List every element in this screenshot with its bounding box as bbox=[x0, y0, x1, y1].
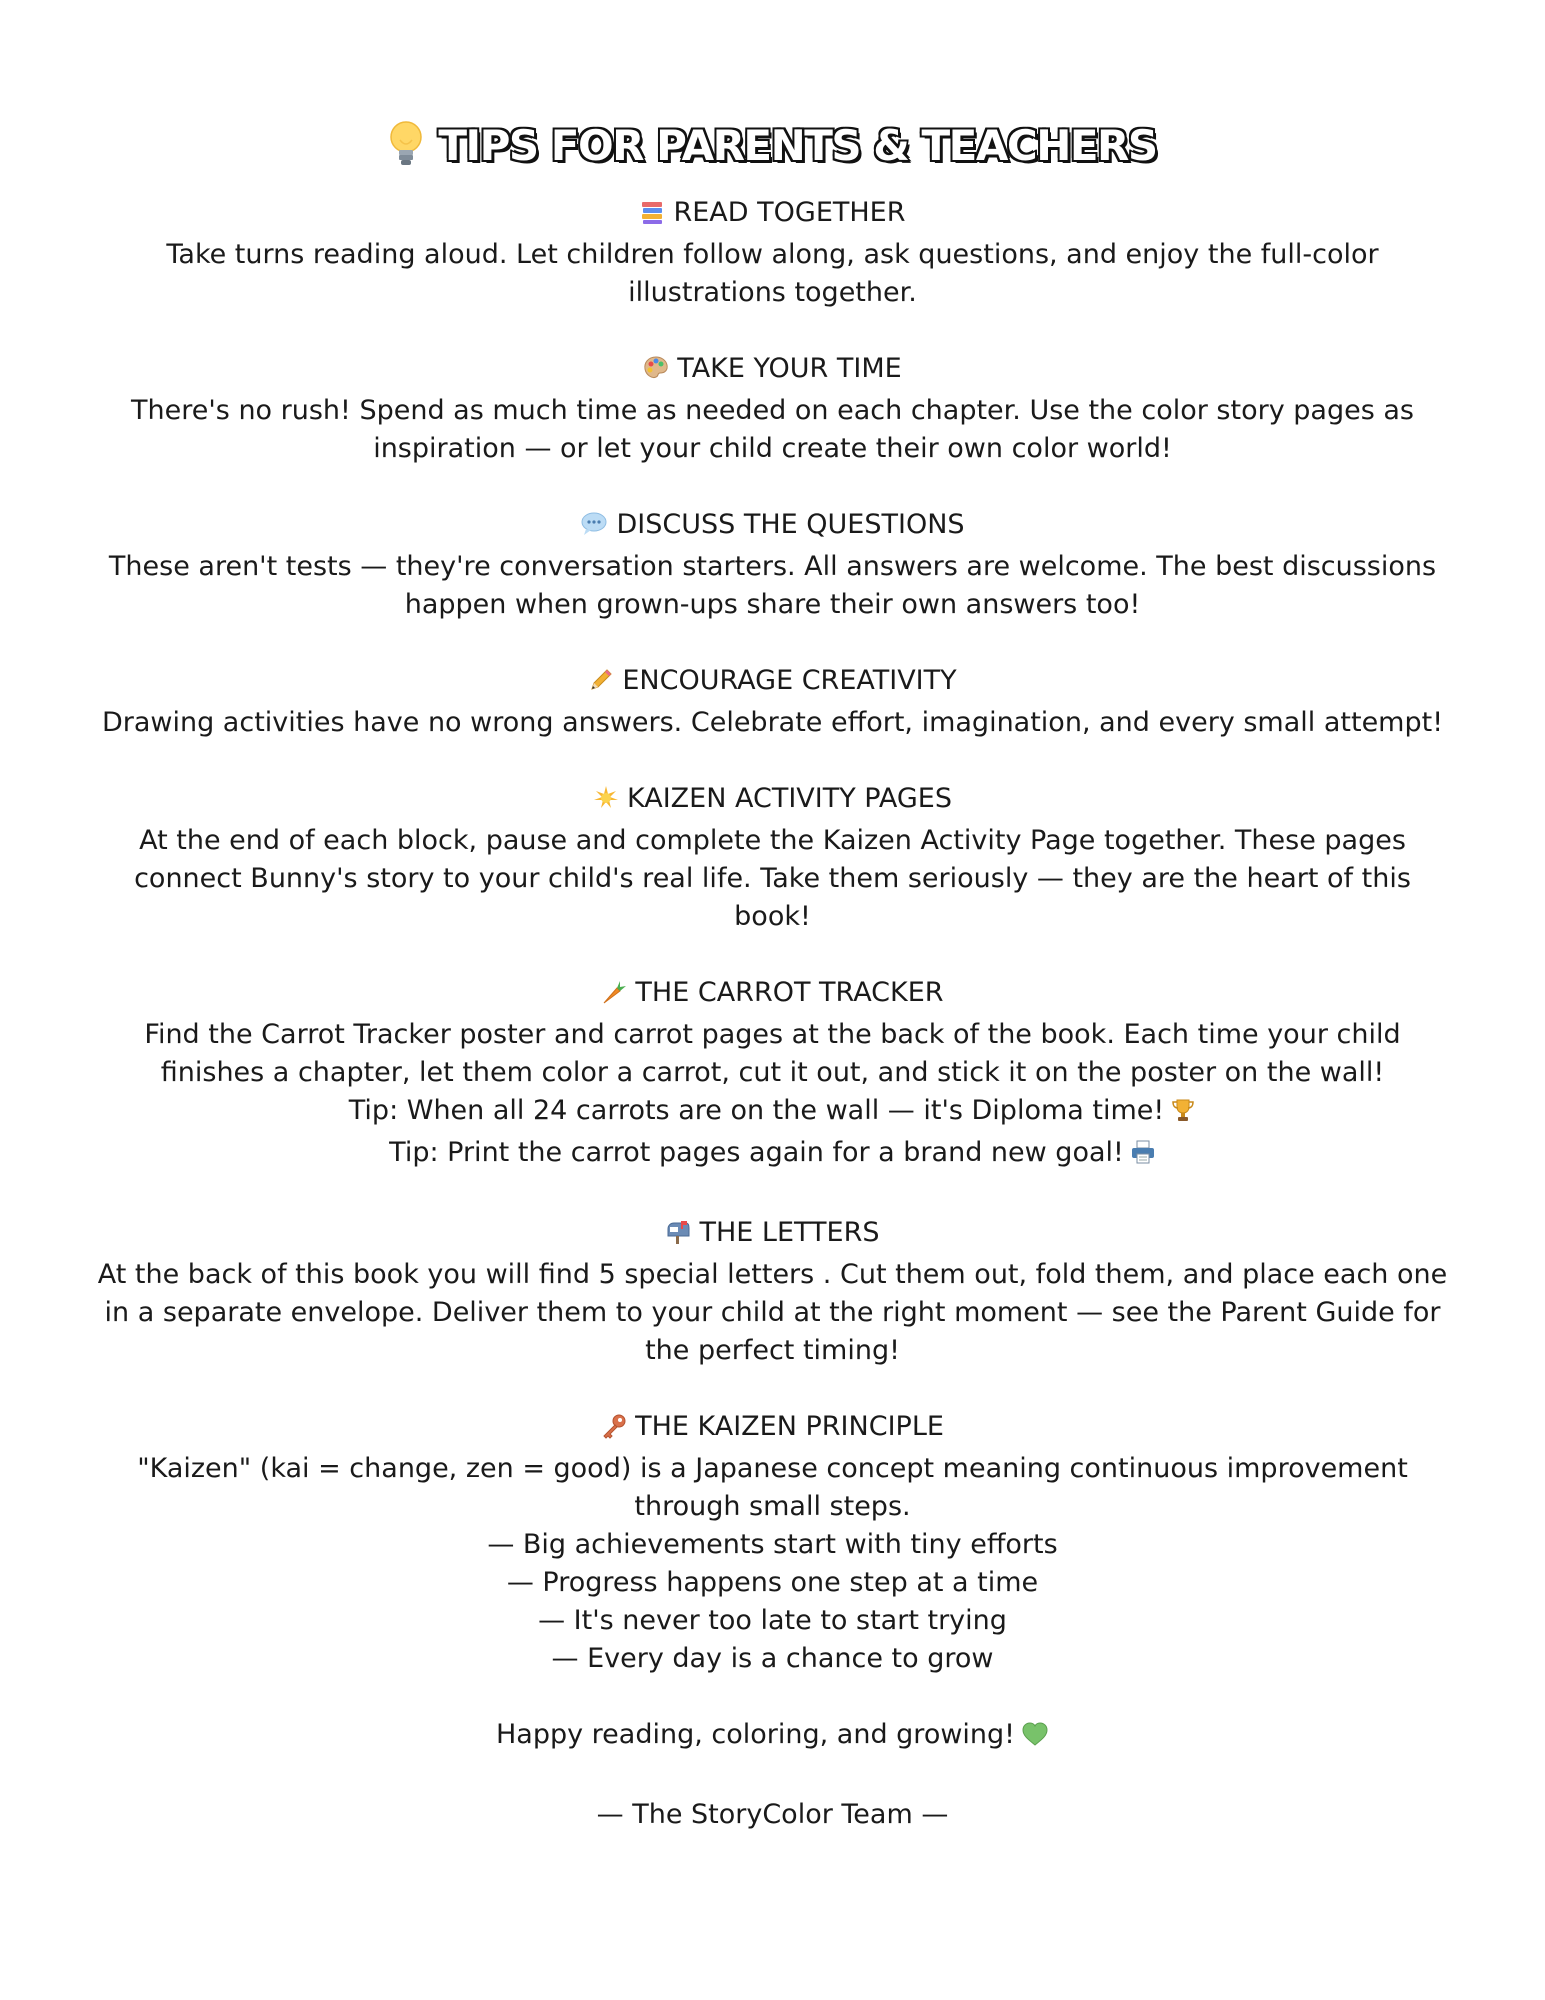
section-heading: TAKE YOUR TIME bbox=[95, 350, 1450, 392]
tip-line: Tip: When all 24 carrots are on the wall — it's Diploma time! bbox=[95, 1092, 1450, 1134]
bullet-line: — It's never too late to start trying bbox=[538, 1605, 1007, 1636]
section-heading: READ TOGETHER bbox=[95, 194, 1450, 236]
bullet-line: — Every day is a chance to grow bbox=[551, 1643, 994, 1674]
speech-bubble-icon bbox=[580, 510, 608, 548]
section-heading: THE LETTERS bbox=[95, 1214, 1450, 1256]
section-the-letters bbox=[95, 1214, 1450, 1370]
section-body: Find the Carrot Tracker poster and carrot pages at the back of the book. Each time your child finishes a chapter, let them color a carrot, cut it out, and stick it on the poster on the wall! bbox=[144, 1019, 1401, 1088]
signature: — The StoryColor Team — bbox=[596, 1799, 949, 1830]
books-icon bbox=[639, 198, 665, 236]
green-heart-icon bbox=[1021, 1720, 1049, 1758]
section-body: These aren't tests — they're conversation starters. All answers are welcome. The best discussions happen when grown-ups share their own answers too! bbox=[108, 551, 1437, 620]
pencil-icon bbox=[588, 666, 614, 704]
section-heading: DISCUSS THE QUESTIONS bbox=[95, 506, 1450, 548]
section-body: At the back of this book you will find 5 special letters . Cut them out, fold them, and place each one in a separate envelope. Deliver them to your child at the right moment — see the Parent Guide for the perfect timing! bbox=[97, 1259, 1448, 1366]
tip-line: Tip: Print the carrot pages again for a brand new goal! bbox=[95, 1134, 1450, 1176]
section-body: There's no rush! Spend as much time as needed on each chapter. Use the color story pages as inspiration — or let your child create their own color world! bbox=[131, 395, 1414, 464]
page-title: TIPS FOR PARENTS & TEACHERS bbox=[438, 121, 1157, 170]
key-icon bbox=[601, 1412, 627, 1450]
page-header bbox=[95, 110, 1450, 182]
section-take-your-time bbox=[95, 350, 1450, 468]
printer-icon bbox=[1130, 1138, 1156, 1176]
section-heading: KAIZEN ACTIVITY PAGES bbox=[95, 780, 1450, 822]
carrot-icon bbox=[601, 978, 627, 1016]
section-read-together bbox=[95, 194, 1450, 312]
section-body: Take turns reading aloud. Let children follow along, ask questions, and enjoy the full-color illustrations together. bbox=[166, 239, 1379, 308]
section-heading: THE KAIZEN PRINCIPLE bbox=[95, 1408, 1450, 1450]
trophy-icon bbox=[1170, 1096, 1196, 1134]
section-heading: THE CARROT TRACKER bbox=[95, 974, 1450, 1016]
section-encourage-creativity bbox=[95, 662, 1450, 742]
section-heading: ENCOURAGE CREATIVITY bbox=[95, 662, 1450, 704]
section-body: At the end of each block, pause and complete the Kaizen Activity Page together. These pages connect Bunny's story to your child's real life. Take them seriously — they are the heart of this book! bbox=[134, 825, 1411, 932]
lightbulb-icon bbox=[388, 120, 424, 172]
section-kaizen-activity bbox=[95, 780, 1450, 936]
section-discuss-questions bbox=[95, 506, 1450, 624]
section-kaizen-principle bbox=[95, 1408, 1450, 1678]
palette-icon bbox=[643, 354, 669, 392]
section-carrot-tracker bbox=[95, 974, 1450, 1176]
section-body: "Kaizen" (kai = change, zen = good) is a Japanese concept meaning continuous improvement through small steps. bbox=[137, 1453, 1408, 1522]
section-body: Drawing activities have no wrong answers. Celebrate effort, imagination, and every small attempt! bbox=[101, 707, 1444, 738]
bullet-line: — Big achievements start with tiny efforts bbox=[487, 1529, 1058, 1560]
closing-message: Happy reading, coloring, and growing! bbox=[95, 1716, 1450, 1758]
mailbox-icon bbox=[665, 1218, 691, 1256]
bullet-line: — Progress happens one step at a time bbox=[506, 1567, 1039, 1598]
star-icon bbox=[593, 784, 619, 822]
